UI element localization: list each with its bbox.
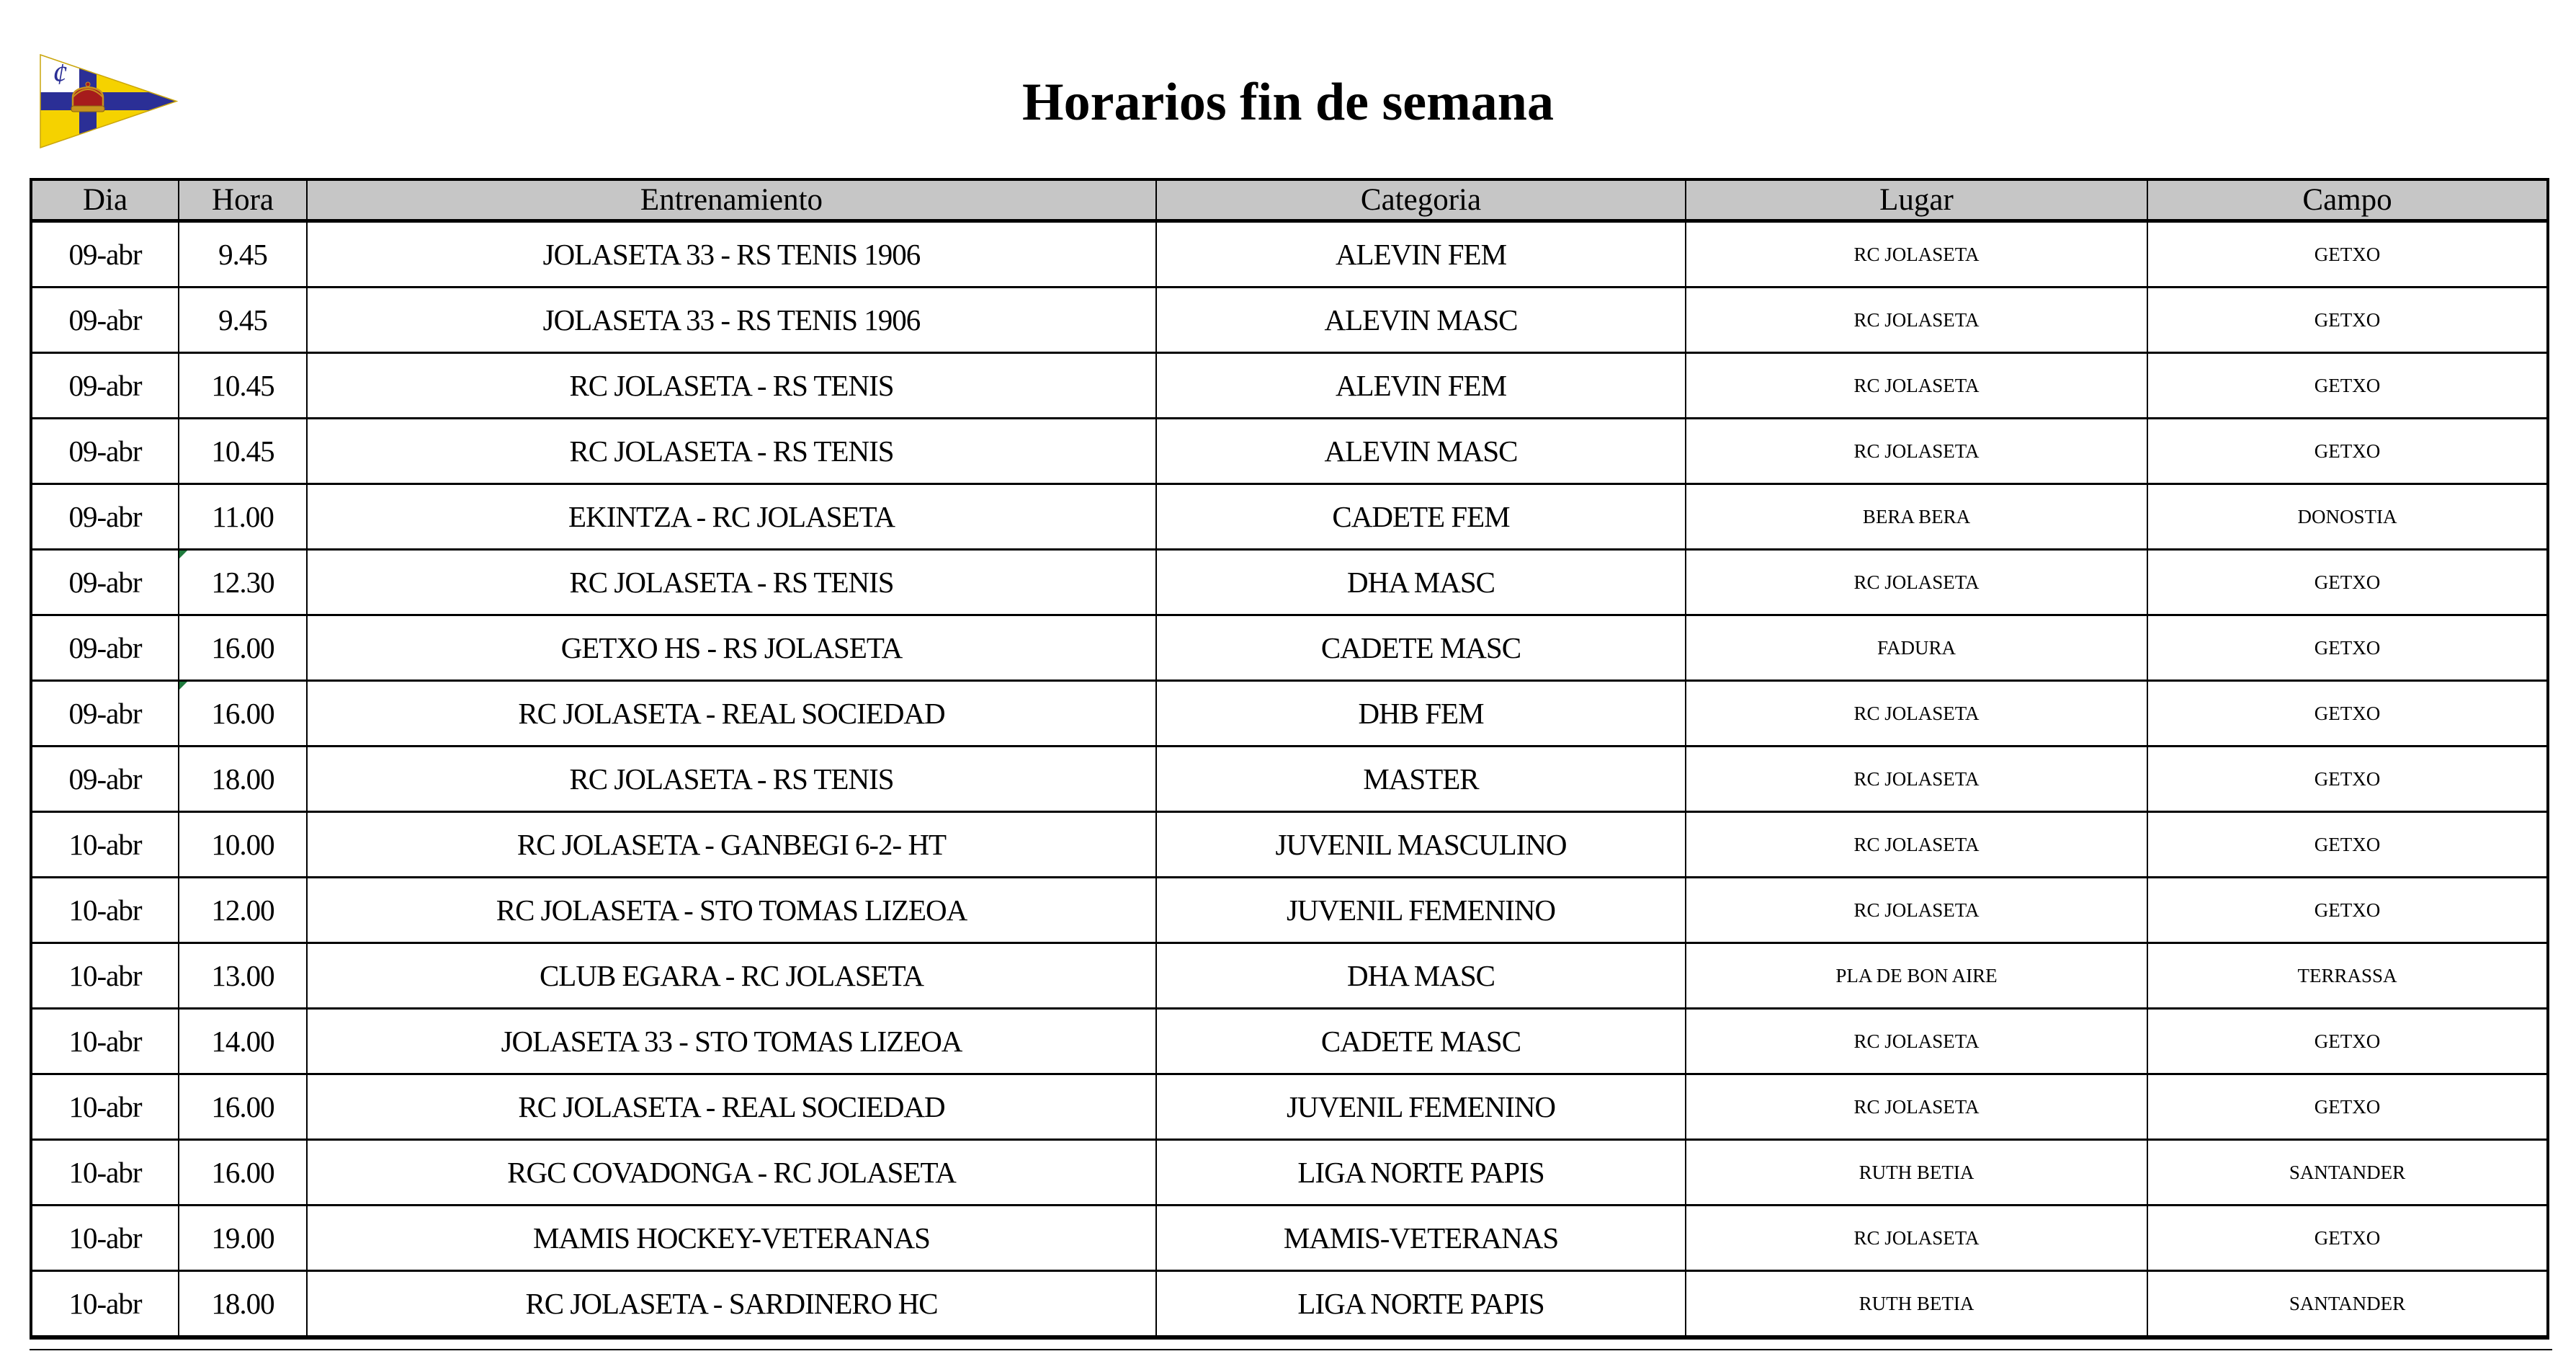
cell-hora: 18.00	[179, 1271, 307, 1338]
cell-campo: GETXO	[2147, 419, 2548, 484]
cell-categoria: DHB FEM	[1156, 681, 1686, 747]
cell-categoria: CADETE MASC	[1156, 615, 1686, 681]
cell-categoria: JUVENIL MASCULINO	[1156, 812, 1686, 878]
cell-campo: GETXO	[2147, 288, 2548, 353]
cell-hora: 12.30	[179, 550, 307, 615]
cell-dia: 09-abr	[31, 221, 179, 288]
cell-dia: 10-abr	[31, 1206, 179, 1271]
cell-categoria: LIGA NORTE PAPIS	[1156, 1271, 1686, 1338]
cell-entrenamiento: RC JOLASETA - REAL SOCIEDAD	[307, 1074, 1156, 1140]
cell-hora: 10.45	[179, 419, 307, 484]
cell-dia: 09-abr	[31, 419, 179, 484]
cell-dia: 09-abr	[31, 681, 179, 747]
cell-categoria: JUVENIL FEMENINO	[1156, 1074, 1686, 1140]
cell-campo: GETXO	[2147, 1074, 2548, 1140]
cell-lugar: RC JOLASETA	[1686, 747, 2147, 812]
cell-lugar: RC JOLASETA	[1686, 1206, 2147, 1271]
cell-campo: TERRASSA	[2147, 943, 2548, 1009]
cell-categoria: ALEVIN MASC	[1156, 419, 1686, 484]
cell-campo: GETXO	[2147, 812, 2548, 878]
cell-dia: 10-abr	[31, 943, 179, 1009]
cell-categoria: MASTER	[1156, 747, 1686, 812]
cell-categoria: ALEVIN MASC	[1156, 288, 1686, 353]
cell-hora: 10.45	[179, 353, 307, 419]
cell-campo: GETXO	[2147, 878, 2548, 943]
cell-entrenamiento: RC JOLASETA - REAL SOCIEDAD	[307, 681, 1156, 747]
cell-dia: 10-abr	[31, 1140, 179, 1206]
cell-hora: 13.00	[179, 943, 307, 1009]
cell-hora: 19.00	[179, 1206, 307, 1271]
table-bottom-rule	[30, 1349, 2552, 1350]
cell-hora: 16.00	[179, 1074, 307, 1140]
cell-lugar: RC JOLASETA	[1686, 812, 2147, 878]
cell-entrenamiento: CLUB EGARA - RC JOLASETA	[307, 943, 1156, 1009]
cell-campo: GETXO	[2147, 1206, 2548, 1271]
column-header-entrenamiento: Entrenamiento	[307, 179, 1156, 221]
cell-entrenamiento: RC JOLASETA - SARDINERO HC	[307, 1271, 1156, 1338]
cell-lugar: RC JOLASETA	[1686, 878, 2147, 943]
column-header-dia: Dia	[31, 179, 179, 221]
table-row	[31, 1140, 2548, 1206]
cell-campo: GETXO	[2147, 615, 2548, 681]
cell-entrenamiento: RC JOLASETA - STO TOMAS LIZEOA	[307, 878, 1156, 943]
column-header-campo: Campo	[2147, 179, 2548, 221]
cell-entrenamiento: RC JOLASETA - RS TENIS	[307, 747, 1156, 812]
cell-campo: GETXO	[2147, 221, 2548, 288]
cell-lugar: RC JOLASETA	[1686, 353, 2147, 419]
page-title: Horarios fin de semana	[1022, 73, 1554, 132]
table-row	[31, 812, 2548, 878]
cell-lugar: RC JOLASETA	[1686, 1009, 2147, 1074]
cell-hora: 18.00	[179, 747, 307, 812]
cell-categoria: DHA MASC	[1156, 550, 1686, 615]
cell-dia: 09-abr	[31, 747, 179, 812]
cell-hora: 10.00	[179, 812, 307, 878]
table-row	[31, 747, 2548, 812]
cell-entrenamiento: MAMIS HOCKEY-VETERANAS	[307, 1206, 1156, 1271]
cell-hora: 16.00	[179, 681, 307, 747]
cell-categoria: ALEVIN FEM	[1156, 353, 1686, 419]
cell-entrenamiento: JOLASETA 33 - RS TENIS 1906	[307, 288, 1156, 353]
cell-lugar: RUTH BETIA	[1686, 1140, 2147, 1206]
cell-categoria: DHA MASC	[1156, 943, 1686, 1009]
cell-hora: 12.00	[179, 878, 307, 943]
cell-hora: 9.45	[179, 221, 307, 288]
cell-lugar: RC JOLASETA	[1686, 1074, 2147, 1140]
table-row	[31, 550, 2548, 615]
cell-entrenamiento: GETXO HS - RS JOLASETA	[307, 615, 1156, 681]
column-header-lugar: Lugar	[1686, 179, 2147, 221]
table-row	[31, 1206, 2548, 1271]
column-header-hora: Hora	[179, 179, 307, 221]
cell-hora: 14.00	[179, 1009, 307, 1074]
cell-entrenamiento: RGC COVADONGA - RC JOLASETA	[307, 1140, 1156, 1206]
cell-campo: SANTANDER	[2147, 1140, 2548, 1206]
cell-campo: GETXO	[2147, 681, 2548, 747]
cell-entrenamiento: JOLASETA 33 - RS TENIS 1906	[307, 221, 1156, 288]
cell-entrenamiento: JOLASETA 33 - STO TOMAS LIZEOA	[307, 1009, 1156, 1074]
cell-campo: GETXO	[2147, 747, 2548, 812]
cell-lugar: RC JOLASETA	[1686, 221, 2147, 288]
table-row	[31, 484, 2548, 550]
cell-campo: DONOSTIA	[2147, 484, 2548, 550]
cell-dia: 10-abr	[31, 1074, 179, 1140]
table-row	[31, 615, 2548, 681]
cell-entrenamiento: RC JOLASETA - GANBEGI 6-2- HT	[307, 812, 1156, 878]
cell-campo: GETXO	[2147, 1009, 2548, 1074]
cell-dia: 10-abr	[31, 812, 179, 878]
cell-entrenamiento: EKINTZA - RC JOLASETA	[307, 484, 1156, 550]
table-row	[31, 1009, 2548, 1074]
cell-dia: 09-abr	[31, 353, 179, 419]
cell-hora: 16.00	[179, 1140, 307, 1206]
cell-dia: 09-abr	[31, 484, 179, 550]
cell-entrenamiento: RC JOLASETA - RS TENIS	[307, 419, 1156, 484]
schedule-body	[31, 221, 2548, 1338]
cell-dia: 09-abr	[31, 550, 179, 615]
cell-categoria: JUVENIL FEMENINO	[1156, 878, 1686, 943]
table-row	[31, 1074, 2548, 1140]
cell-dia: 10-abr	[31, 1271, 179, 1338]
cell-lugar: RUTH BETIA	[1686, 1271, 2147, 1338]
cell-hora: 11.00	[179, 484, 307, 550]
cell-lugar: RC JOLASETA	[1686, 419, 2147, 484]
table-row	[31, 878, 2548, 943]
table-row	[31, 681, 2548, 747]
table-row	[31, 288, 2548, 353]
table-row	[31, 353, 2548, 419]
cell-categoria: LIGA NORTE PAPIS	[1156, 1140, 1686, 1206]
cell-campo: GETXO	[2147, 353, 2548, 419]
table-row	[31, 419, 2548, 484]
cell-entrenamiento: RC JOLASETA - RS TENIS	[307, 353, 1156, 419]
cell-hora: 16.00	[179, 615, 307, 681]
cell-categoria: CADETE MASC	[1156, 1009, 1686, 1074]
cell-lugar: FADURA	[1686, 615, 2147, 681]
table-row	[31, 943, 2548, 1009]
schedule-table	[30, 178, 2549, 1340]
cell-lugar: RC JOLASETA	[1686, 681, 2147, 747]
cell-entrenamiento: RC JOLASETA - RS TENIS	[307, 550, 1156, 615]
cell-campo: SANTANDER	[2147, 1271, 2548, 1338]
table-row	[31, 221, 2548, 288]
cell-lugar: RC JOLASETA	[1686, 288, 2147, 353]
cell-dia: 09-abr	[31, 288, 179, 353]
cell-dia: 09-abr	[31, 615, 179, 681]
header-row	[31, 179, 2548, 221]
cell-campo: GETXO	[2147, 550, 2548, 615]
cell-categoria: CADETE FEM	[1156, 484, 1686, 550]
error-indicator-icon	[179, 682, 187, 690]
club-monogram: ¢	[52, 58, 68, 92]
cell-dia: 10-abr	[31, 878, 179, 943]
cell-lugar: RC JOLASETA	[1686, 550, 2147, 615]
table-row	[31, 1271, 2548, 1338]
cell-lugar: PLA DE BON AIRE	[1686, 943, 2147, 1009]
cell-categoria: ALEVIN FEM	[1156, 221, 1686, 288]
cell-dia: 10-abr	[31, 1009, 179, 1074]
cell-hora: 9.45	[179, 288, 307, 353]
column-header-categoria: Categoria	[1156, 179, 1686, 221]
error-indicator-icon	[179, 551, 187, 558]
cell-lugar: BERA BERA	[1686, 484, 2147, 550]
cell-categoria: MAMIS-VETERANAS	[1156, 1206, 1686, 1271]
